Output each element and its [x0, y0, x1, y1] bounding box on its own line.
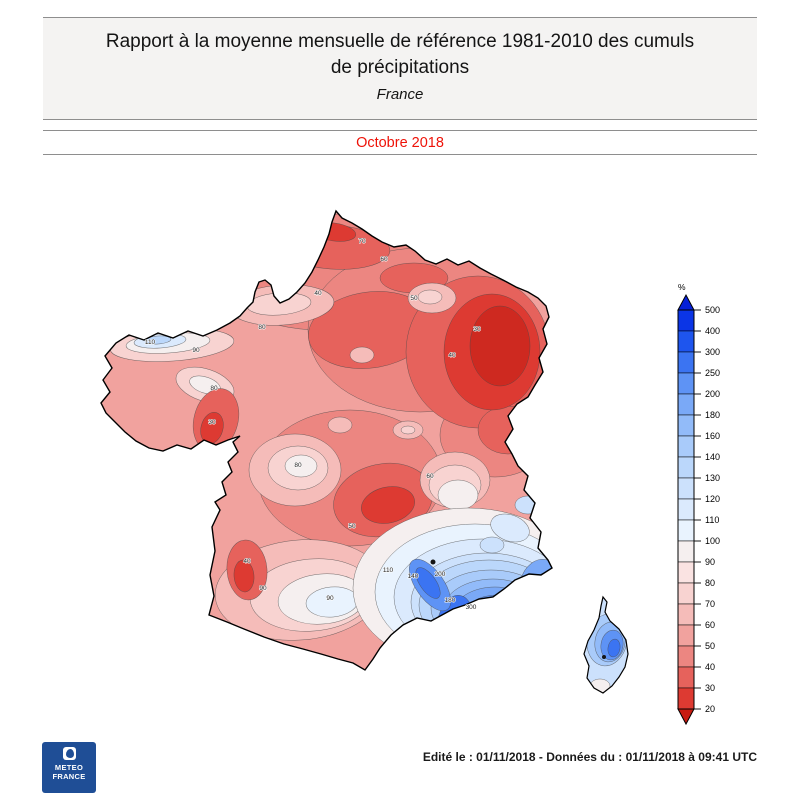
svg-text:130: 130 [705, 473, 721, 483]
logo-france-text: FRANCE [52, 772, 86, 781]
svg-text:180: 180 [705, 410, 721, 420]
svg-text:60: 60 [380, 256, 388, 263]
svg-text:%: % [678, 282, 686, 292]
svg-text:30: 30 [473, 326, 481, 333]
svg-text:180: 180 [444, 597, 456, 604]
svg-text:60: 60 [705, 620, 716, 630]
svg-text:200: 200 [705, 389, 721, 399]
svg-text:80: 80 [705, 578, 716, 588]
svg-text:80: 80 [210, 385, 218, 392]
svg-text:120: 120 [705, 494, 721, 504]
svg-text:30: 30 [208, 419, 216, 426]
svg-text:40: 40 [705, 662, 716, 672]
svg-text:50: 50 [705, 641, 716, 651]
france-mainland [101, 206, 583, 670]
svg-text:90: 90 [326, 595, 334, 602]
svg-text:200: 200 [434, 571, 446, 578]
svg-text:70: 70 [705, 599, 716, 609]
svg-text:140: 140 [705, 452, 721, 462]
svg-text:250: 250 [705, 368, 721, 378]
svg-text:400: 400 [705, 326, 721, 336]
meteo-france-icon [63, 747, 76, 760]
svg-text:50: 50 [410, 295, 418, 302]
svg-text:110: 110 [705, 515, 720, 525]
svg-text:80: 80 [258, 324, 266, 331]
svg-text:300: 300 [705, 347, 721, 357]
region-label: France [376, 86, 424, 103]
color-scale-legend [678, 282, 720, 724]
svg-text:40: 40 [243, 558, 251, 565]
svg-text:300: 300 [465, 604, 477, 611]
svg-text:80: 80 [294, 462, 302, 469]
map-title-line2: de précipitations [330, 57, 470, 78]
svg-text:40: 40 [314, 290, 322, 297]
svg-text:90: 90 [705, 557, 716, 567]
svg-text:160: 160 [705, 431, 721, 441]
map-title-line1: Rapport à la moyenne mensuelle de référence 1981-2010 des cumuls [105, 31, 695, 52]
svg-text:30: 30 [705, 683, 716, 693]
svg-text:140: 140 [407, 573, 419, 580]
svg-text:40: 40 [448, 352, 456, 359]
svg-text:90: 90 [192, 347, 200, 354]
svg-text:110: 110 [382, 567, 394, 574]
svg-text:100: 100 [705, 536, 721, 546]
svg-text:20: 20 [705, 704, 716, 714]
svg-text:60: 60 [426, 473, 434, 480]
meteo-france-logo [42, 742, 96, 793]
svg-text:500: 500 [705, 305, 721, 315]
svg-text:90: 90 [259, 585, 267, 592]
svg-text:50: 50 [348, 523, 356, 530]
period-label: Octobre 2018 [356, 134, 444, 151]
issued-text: Edité le : 01/11/2018 - Données du : 01/11/2018 à 09:41 UTC [422, 750, 757, 764]
svg-text:110: 110 [144, 339, 156, 346]
corsica [583, 597, 631, 693]
svg-text:70: 70 [358, 238, 366, 245]
logo-meteo-text: METEO [54, 763, 84, 772]
